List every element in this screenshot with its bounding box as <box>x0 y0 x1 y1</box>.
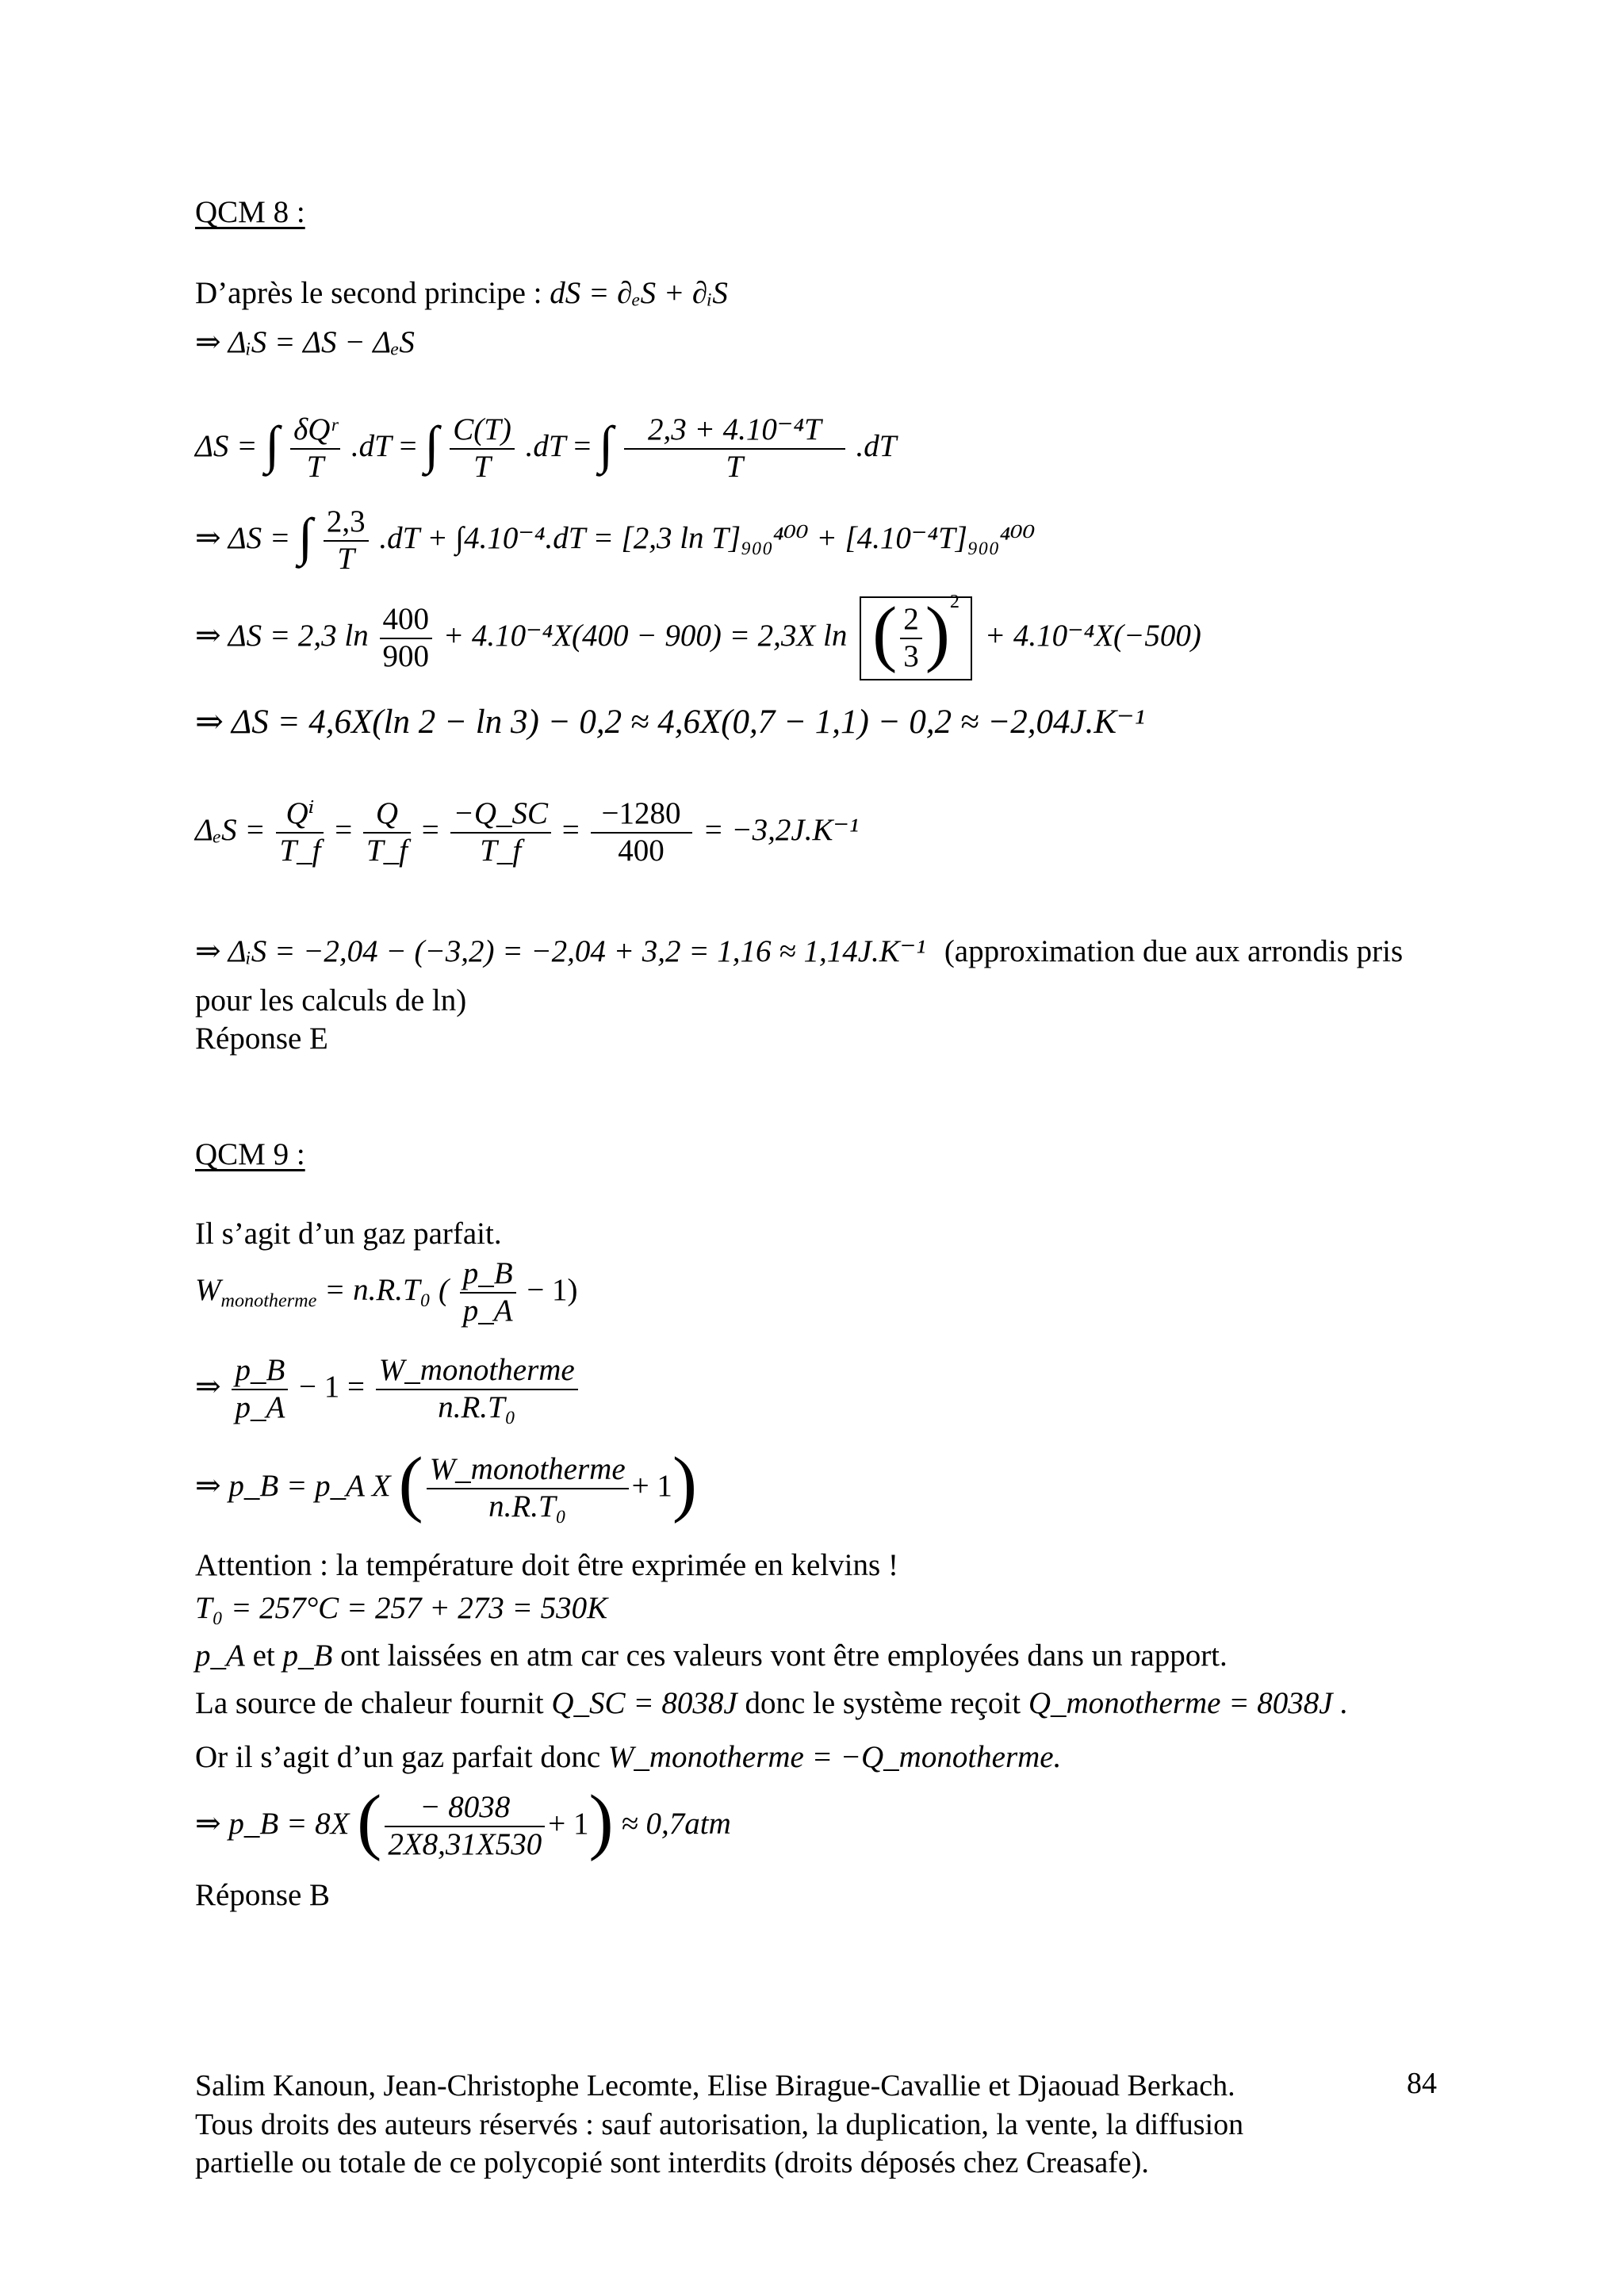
r1-num: p_B <box>235 1353 285 1387</box>
pa-sym: p_A <box>195 1639 245 1673</box>
qcm8-eq1: ΔS = ∫ $\frac{\text{δQʳ}}{T}$ .dT = ∫ $\frac{C(T)}{T}$ .dT = ∫ $\frac{\text{2,3 + 4.10⁻⁴T}}{T}$ .dT <box>195 412 897 484</box>
footer <box>195 2067 1243 2183</box>
qcm9-final-eq <box>195 1780 731 1864</box>
qcm8-eq3 <box>195 590 1201 680</box>
eq3-bracket <box>860 590 972 680</box>
eq3-end: + 4.10⁻⁴X(−500) <box>984 618 1201 653</box>
eq5-frac2 <box>363 796 411 869</box>
r1-mid: − 1 = <box>299 1369 366 1404</box>
w-den: p_A <box>462 1293 513 1328</box>
eq5-f2-num: Q <box>375 796 399 830</box>
w-num: p_B <box>462 1256 513 1290</box>
eq5-end: = −3,2J.K⁻¹ <box>703 812 859 847</box>
eq5-lhs: ΔₑS = <box>195 812 266 847</box>
eq5-f1-den: T_f <box>279 833 321 868</box>
eq1-lhs: ΔS = <box>195 428 258 463</box>
eq5-frac4 <box>591 796 692 869</box>
eq1-a-num: δQʳ <box>293 412 338 447</box>
src-d: Q_monotherme = 8038J . <box>1028 1686 1349 1720</box>
eq3-inner-frac <box>900 602 922 675</box>
eq1-b-den: T <box>473 449 491 484</box>
eq6-note: (approximation due aux arrondis pris <box>944 934 1404 968</box>
paren-open: ( <box>357 1780 382 1862</box>
r1-rnum: W_monotherme <box>378 1353 575 1387</box>
eq1-a-den: T <box>306 449 324 484</box>
eq3-in-num: 2 <box>903 601 919 636</box>
eq3-num: 400 <box>382 601 430 636</box>
r1-frac <box>232 1353 288 1426</box>
page-number: 84 <box>1407 2067 1437 2100</box>
w-frac <box>460 1256 516 1329</box>
eq3-lhs: ⇒ ΔS = 2,3 ln <box>195 618 369 653</box>
w-lhs: W <box>195 1272 221 1307</box>
w-sub: monotherme <box>220 1290 317 1312</box>
eq5-f2-den: T_f <box>366 833 408 868</box>
pa-text: ont laissées en atm car ces valeurs vont être employées dans un rapport. <box>340 1639 1228 1673</box>
r2-lhs: ⇒ p_B = p_A X <box>195 1468 391 1503</box>
qcm9-intro: Il s’agit d’un gaz parfait. <box>195 1217 502 1251</box>
qcm8-eq2 <box>195 504 1035 577</box>
qcm9-warning: Attention : la température doit être exprimée en kelvins ! <box>195 1548 898 1582</box>
final-res: ≈ 0,7atm <box>621 1806 731 1841</box>
qcm8-eq-di-text: ⇒ ΔᵢS = ΔS − ΔₑS <box>195 325 415 359</box>
pb-sym: p_B <box>282 1639 333 1673</box>
qcm9-or-line <box>195 1740 1061 1776</box>
qcm9-answer: Réponse B <box>195 1878 331 1912</box>
qcm8-eq6 <box>195 934 1403 970</box>
eq3-mid: + 4.10⁻⁴X(400 − 900) = 2,3X ln <box>442 618 848 653</box>
t0-text: T₀ = 257°C = 257 + 273 = 530K <box>195 1591 608 1625</box>
final-end: + 1 <box>548 1806 589 1841</box>
eq3-exp: 2 <box>949 590 960 612</box>
integral-symbol: ∫ <box>599 416 614 474</box>
eq6-text: ⇒ ΔᵢS = −2,04 − (−3,2) = −2,04 + 3,2 = 1,16 ≈ 1,14J.K⁻¹ <box>195 934 926 968</box>
footer-rights-2: partielle ou totale de ce polycopié sont interdits (droits déposés chez Creasafe). <box>195 2146 1149 2180</box>
eq2-frac-a <box>324 504 369 577</box>
r1-rfrac <box>376 1353 578 1426</box>
eq3-den: 900 <box>382 638 430 673</box>
eq1-frac-c <box>624 412 845 485</box>
qcm8-answer: Réponse E <box>195 1022 328 1056</box>
eq3-in-den: 3 <box>903 638 919 673</box>
eq1-frac-b <box>450 412 515 485</box>
eq2-lhs: ⇒ ΔS = <box>195 520 291 555</box>
qcm8-eq4 <box>195 703 1145 742</box>
qcm9-r1-eq <box>195 1353 581 1426</box>
qcm9-heading: QCM 9 : <box>195 1137 305 1171</box>
src-a: La source de chaleur fournit <box>195 1686 544 1720</box>
eq4-text: ⇒ ΔS = 4,6X(ln 2 − ln 3) − 0,2 ≈ 4,6X(0,7 − 1,1) − 0,2 ≈ −2,04J.K⁻¹ <box>195 703 1145 741</box>
qcm8-eq-di <box>195 325 415 361</box>
or-b: W_monotherme = −Q_monotherme. <box>607 1740 1062 1774</box>
integral-symbol: ∫ <box>424 416 439 474</box>
r1-rden: n.R.T₀ <box>438 1389 516 1424</box>
w-mid: = n.R.T₀ ( <box>324 1272 449 1307</box>
src-b: Q_SC = 8038J <box>551 1686 737 1720</box>
w-end: − 1) <box>527 1272 578 1307</box>
paren-open: ( <box>398 1443 423 1524</box>
qcm8-intro-line <box>195 276 728 312</box>
eq5-f3-den: T_f <box>480 833 522 868</box>
qcm8-eq5: ΔₑS = $\frac{\text{Qⁱ}}{T\_f}$ = $\frac{Q}{T\_f}$ = $\frac{-Q\_SC}{T\_f}$ = $\frac{-1280}{400}$ = −3,2J.K⁻¹ <box>195 796 859 868</box>
qcm9-pa-line <box>195 1639 1228 1674</box>
eq2-a-num: 2,3 <box>326 504 366 539</box>
r2-den: n.R.T₀ <box>488 1489 567 1524</box>
eq5-f3-num: −Q_SC <box>453 796 548 830</box>
qcm9-w-eq <box>195 1256 578 1329</box>
r2-end: + 1 <box>631 1468 672 1503</box>
eq5-frac3 <box>450 796 552 869</box>
integral-symbol: ∫ <box>265 416 280 474</box>
final-den: 2X8,31X530 <box>388 1826 542 1861</box>
r2-num: W_monotherme <box>429 1451 626 1486</box>
eq5-f1-num: Qⁱ <box>285 796 315 830</box>
eq3-frac <box>380 602 433 675</box>
final-frac <box>385 1790 545 1863</box>
eq1-frac-a <box>290 412 340 485</box>
final-lhs: ⇒ p_B = 8X <box>195 1806 350 1841</box>
eq1-dt-c: .dT <box>856 428 897 463</box>
final-num: − 8038 <box>419 1789 511 1824</box>
footer-rights-1: Tous droits des auteurs réservés : sauf autorisation, la duplication, la vente, la diffusion <box>195 2107 1244 2141</box>
eq2-rest: .dT + ∫4.10⁻⁴.dT = [2,3 ln T]₉₀₀⁴⁰⁰ + [4.10⁻⁴T]₉₀₀⁴⁰⁰ <box>379 520 1036 555</box>
src-c: donc le système reçoit <box>745 1686 1021 1720</box>
qcm8-heading: QCM 8 : <box>195 195 305 229</box>
qcm9-r2-eq <box>195 1443 698 1526</box>
eq5-f4-den: 400 <box>618 833 665 868</box>
qcm8-eq6-note2: pour les calculs de ln) <box>195 983 467 1018</box>
r2-frac <box>427 1452 629 1525</box>
paren-close: ) <box>672 1443 698 1524</box>
eq1-b-num: C(T) <box>453 412 511 447</box>
or-a: Or il s’agit d’un gaz parfait donc <box>195 1740 601 1774</box>
qcm9-source-line <box>195 1686 1348 1722</box>
paren-close: ) <box>588 1780 614 1862</box>
pa-et: et <box>252 1639 275 1673</box>
integral-symbol: ∫ <box>297 508 313 566</box>
qcm8-intro: D’après le second principe : <box>195 276 542 310</box>
eq1-c-num: 2,3 + 4.10⁻⁴T <box>648 412 822 447</box>
eq2-a-den: T <box>337 541 355 576</box>
footer-authors: Salim Kanoun, Jean-Christophe Lecomte, Elise Birague-Cavallie et Djaouad Berkach. <box>195 2069 1235 2102</box>
r1-lhs: ⇒ <box>195 1369 221 1404</box>
r1-den: p_A <box>235 1389 285 1424</box>
paren-open: ( <box>872 592 898 674</box>
paren-close: ) <box>925 592 950 674</box>
eq1-dt-a: .dT <box>350 428 392 463</box>
eq1-dt-b: .dT <box>525 428 566 463</box>
qcm8-eq-ds: dS = ∂ₑS + ∂ᵢS <box>550 276 728 310</box>
eq5-f4-num: −1280 <box>601 796 681 830</box>
qcm9-t0 <box>195 1591 607 1627</box>
eq5-frac1 <box>276 796 324 869</box>
eq1-c-den: T <box>726 449 744 484</box>
